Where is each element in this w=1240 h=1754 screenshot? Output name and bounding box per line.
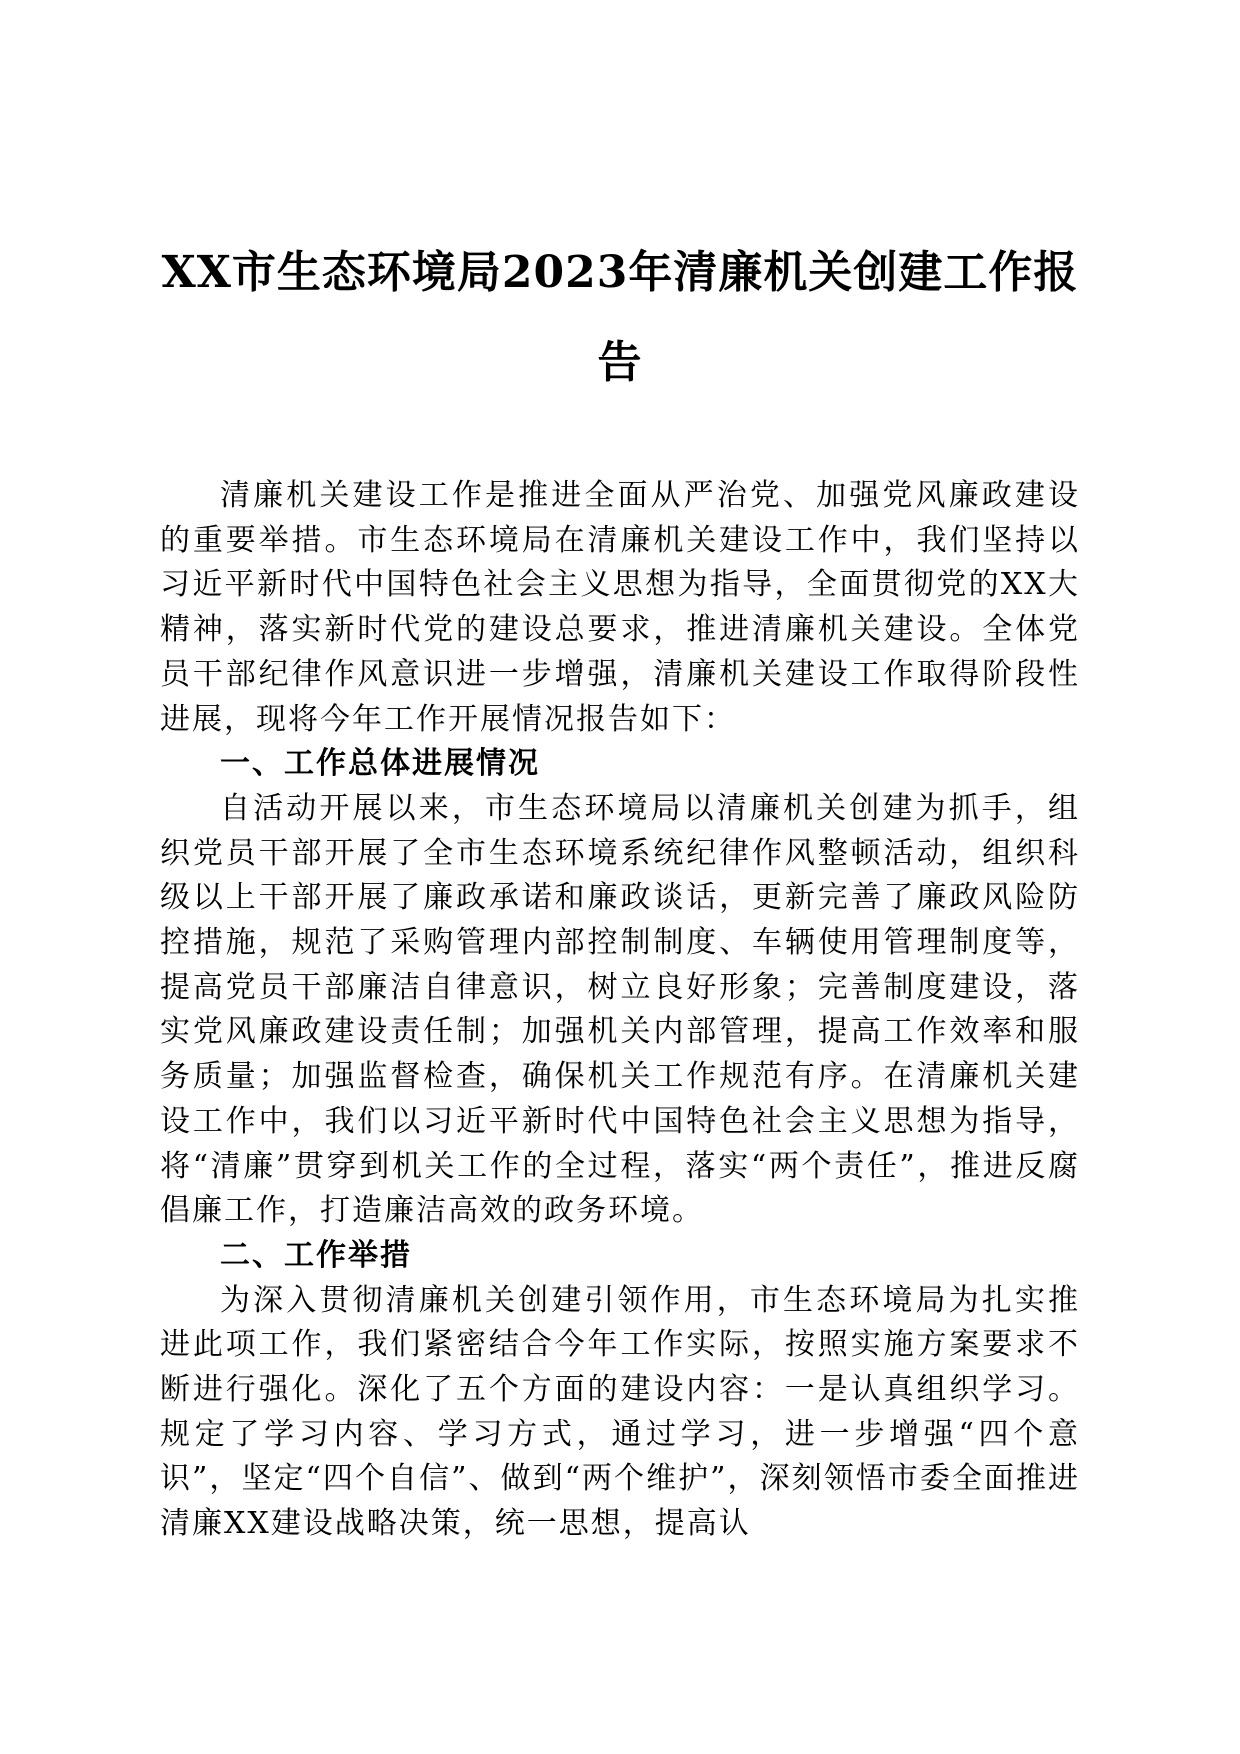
document-body	[160, 474, 1080, 1547]
document-title: XX市生态环境局2023年清廉机关创建工作报告	[161, 247, 1079, 388]
section-heading-measures: 二、工作举措	[220, 1237, 412, 1273]
intro-paragraph: 清廉机关建设工作是推进全面从严治党、加强党风廉政建设的重要举措。市生态环境局在清廉机关建设工作中，我们坚持以习近平新时代中国特色社会主义思想为指导，全面贯彻党的XX大精神，落实新时代党的建设总要求，推进清廉机关建设。全体党员干部纪律作风意识进一步增强，清廉机关建设工作取得阶段性进展，现将今年工作开展情况报告如下：	[160, 478, 1080, 737]
section-paragraph-measures: 为深入贯彻清廉机关创建引领作用，市生态环境局为扎实推进此项工作，我们紧密结合今年工作实际，按照实施方案要求不断进行强化。深化了五个方面的建设内容：一是认真组织学习。规定了学习内容、学习方式，通过学习，进一步增强“四个意识”，坚定“四个自信”、做到“两个维护”，深刻领悟市委全面推进清廉XX建设战略决策，统一思想，提高认	[160, 1282, 1080, 1542]
section-paragraph-progress: 自活动开展以来，市生态环境局以清廉机关创建为抓手，组织党员干部开展了全市生态环境系统纪律作风整顿活动，组织科级以上干部开展了廉政承诺和廉政谈话，更新完善了廉政风险防控措施，规范了采购管理内部控制制度、车辆使用管理制度等，提高党员干部廉洁自律意识，树立良好形象；完善制度建设，落实党风廉政建设责任制；加强机关内部管理，提高工作效率和服务质量；加强监督检查，确保机关工作规范有序。在清廉机关建设工作中，我们以习近平新时代中国特色社会主义思想为指导，将“清廉”贯穿到机关工作的全过程，落实“两个责任”，推进反腐倡廉工作，打造廉洁高效的政务环境。	[160, 790, 1080, 1229]
section-heading-progress: 一、工作总体进展情况	[220, 746, 540, 782]
